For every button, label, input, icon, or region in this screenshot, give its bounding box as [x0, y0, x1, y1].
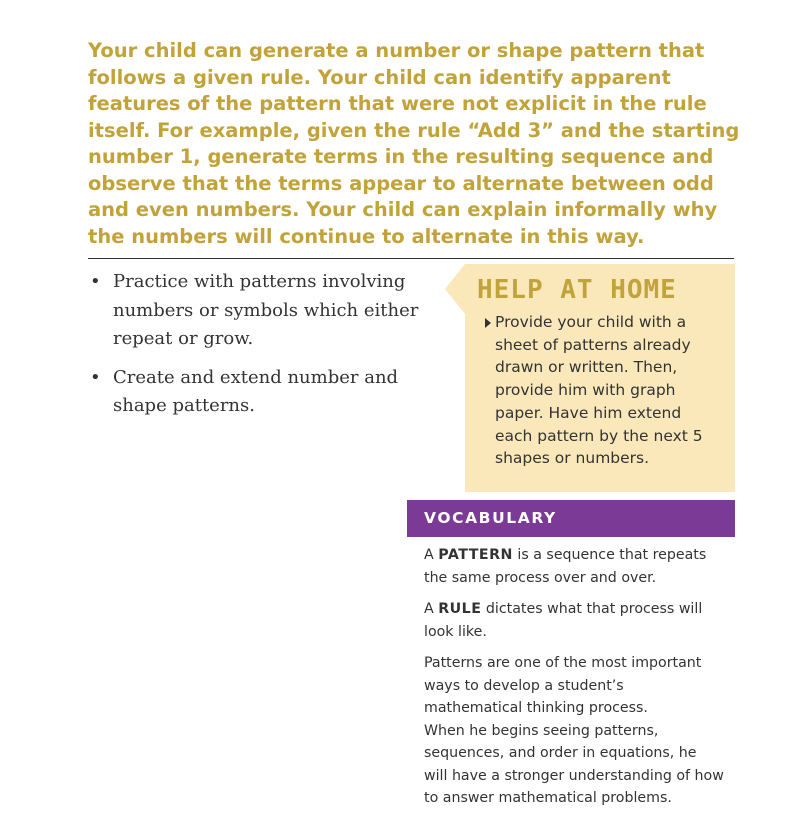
pattern-definition [424, 544, 724, 589]
vocabulary-note: Patterns are one of the most important ways to develop a student’s mathematical thinking process. [424, 655, 702, 716]
triangle-bullet-icon [485, 318, 491, 328]
help-at-home-title: HELP AT HOME [477, 275, 677, 305]
pattern-article: A [424, 547, 439, 563]
rule-definition-text: dictates what that process will look like. [424, 601, 703, 640]
vocabulary-header [407, 500, 735, 537]
rule-definition [424, 598, 724, 643]
vocabulary-note: When he begins seeing patterns, sequences, and order in equations, he will have a stronger understanding of how to answer mathematical problems. [424, 722, 724, 806]
rule-article: A [424, 601, 439, 617]
rule-term: RULE [438, 601, 482, 617]
list-item-text: Practice with patterns involving numbers or symbols which either repeat or grow. [113, 271, 419, 349]
pattern-term: PATTERN [438, 547, 513, 563]
vocabulary-title: VOCABULARY [424, 509, 557, 527]
bullet-marker: • [90, 271, 101, 292]
intro-paragraph: Your child can generate a number or shape pattern that follows a given rule. Your child can identify apparent features of the pattern that were not explicit in the rule itself. For example, given the rule “Add 3” and the starting number 1, generate terms in the resulting sequence and observe that the terms appear to alternate between odd and even numbers. Your child can explain informally why the numbers will continue to alternate in this way. [88, 39, 740, 248]
activity-list [88, 268, 428, 431]
section-divider [88, 258, 734, 259]
list-item [88, 268, 428, 354]
pattern-definition-text: is a sequence that repeats the same process over and over. [424, 547, 707, 586]
help-at-home-box [465, 264, 735, 492]
vocabulary-body [424, 544, 724, 819]
help-at-home-tip: Provide your child with a sheet of patterns already drawn or written. Then, provide him with graph paper. Have him extend each pattern by the next 5 shapes or numbers. [495, 313, 703, 468]
list-item [88, 364, 428, 421]
bullet-marker: • [90, 366, 101, 388]
callout-notch [445, 264, 465, 314]
list-item-text: Create and extend number and shape patterns. [113, 366, 399, 416]
